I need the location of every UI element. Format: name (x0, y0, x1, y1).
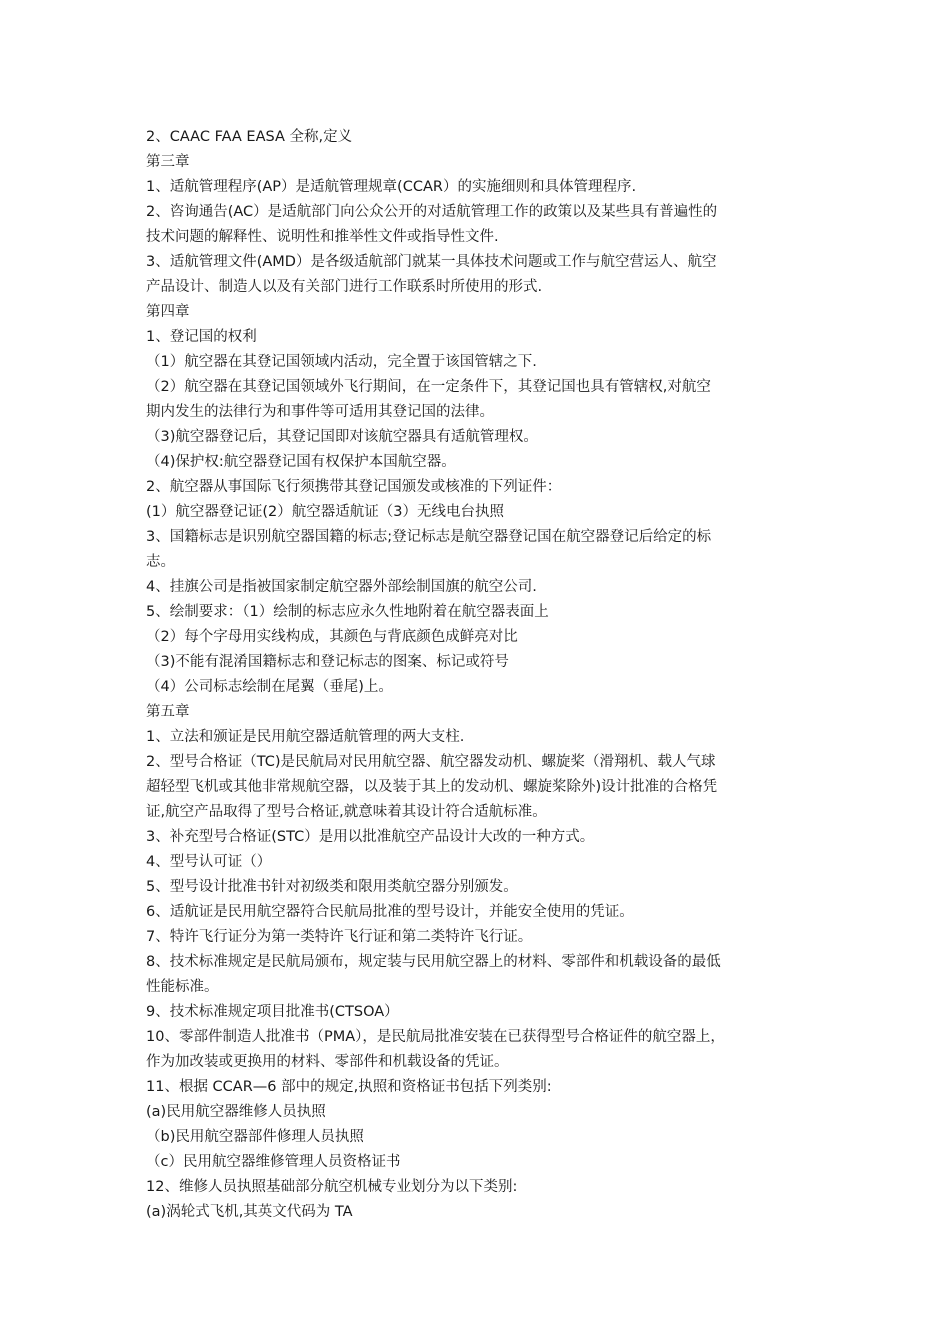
text-line: 2、咨询通告(AC）是适航部门向公众公开的对适航管理工作的政策以及某些具有普遍性的 (146, 204, 718, 220)
document-body (146, 125, 814, 1225)
text-line: 第三章 (146, 154, 190, 170)
text-line: （1）航空器在其登记国领域内活动，完全置于该国管辖之下. (146, 354, 537, 370)
text-line: 12、维修人员执照基础部分航空机械专业划分为以下类别: (146, 1179, 518, 1195)
text-line: 第五章 (146, 704, 190, 720)
text-line: 3、补充型号合格证(STC）是用以批准航空产品设计大改的一种方式。 (146, 829, 595, 845)
text-line: 7、特许飞行证分为第一类特许飞行证和第二类特许飞行证。 (146, 929, 533, 945)
text-line: （3)航空器登记后，其登记国即对该航空器具有适航管理权。 (146, 429, 538, 445)
text-line: 2、CAAC FAA EASA 全称,定义 (146, 129, 353, 145)
text-line: （3)不能有混淆国籍标志和登记标志的图案、标记或符号 (146, 654, 509, 670)
text-line: 志。 (146, 554, 175, 570)
text-line: 3、适航管理文件(AMD）是各级适航部门就某一具体技术问题或工作与航空营运人、航空 (146, 254, 717, 270)
text-line: 10、零部件制造人批准书（PMA），是民航局批准安装在已获得型号合格证件的航空器上， (146, 1029, 725, 1045)
text-line: 11、根据 CCAR—6 部中的规定,执照和资格证书包括下列类别: (146, 1079, 552, 1095)
text-line: (a)涡轮式飞机,其英文代码为 TA (146, 1204, 353, 1220)
text-line: 1、适航管理程序(AP）是适航管理规章(CCAR）的实施细则和具体管理程序. (146, 179, 637, 195)
text-line: 性能标准。 (146, 979, 219, 995)
text-line: 期内发生的法律行为和事件等可适用其登记国的法律。 (146, 404, 494, 420)
text-line: （2）每个字母用实线构成，其颜色与背底颜色成鲜亮对比 (146, 629, 518, 645)
text-line: 3、国籍标志是识别航空器国籍的标志;登记标志是航空器登记国在航空器登记后给定的标 (146, 529, 712, 545)
text-line: 超轻型飞机或其他非常规航空器，以及装于其上的发动机、螺旋桨除外)设计批准的合格凭 (146, 779, 718, 795)
text-line: （c）民用航空器维修管理人员资格证书 (146, 1154, 401, 1170)
text-line: 6、适航证是民用航空器符合民航局批准的型号设计，并能安全使用的凭证。 (146, 904, 634, 920)
text-line: 作为加改装或更换用的材料、零部件和机载设备的凭证。 (146, 1054, 509, 1070)
text-line: 1、立法和颁证是民用航空器适航管理的两大支柱. (146, 729, 465, 745)
text-line: 5、型号设计批准书针对初级类和限用类航空器分别颁发。 (146, 879, 518, 895)
text-line: 5、绘制要求：（1）绘制的标志应永久性地附着在航空器表面上 (146, 604, 549, 620)
text-line: 1、登记国的权利 (146, 329, 257, 345)
text-line: （2）航空器在其登记国领域外飞行期间，在一定条件下，其登记国也具有管辖权,对航空 (146, 379, 711, 395)
text-line: 8、技术标准规定是民航局颁布，规定装与民用航空器上的材料、零部件和机载设备的最低 (146, 954, 721, 970)
text-line: 2、型号合格证（TC)是民航局对民用航空器、航空器发动机、螺旋桨（滑翔机、载人气球 (146, 754, 716, 770)
text-line: 9、技术标准规定项目批准书(CTSOA） (146, 1004, 399, 1020)
text-line: （4)保护权:航空器登记国有权保护本国航空器。 (146, 454, 456, 470)
text-line: （4）公司标志绘制在尾翼（垂尾)上。 (146, 679, 393, 695)
text-line: 4、型号认可证（） (146, 854, 272, 870)
text-line: （b)民用航空器部件修理人员执照 (146, 1129, 364, 1145)
text-line: (a)民用航空器维修人员执照 (146, 1104, 326, 1120)
text-line: 证,航空产品取得了型号合格证,就意味着其设计符合适航标准。 (146, 804, 547, 820)
text-line: 第四章 (146, 304, 190, 320)
text-line: (1）航空器登记证(2）航空器适航证（3）无线电台执照 (146, 504, 504, 520)
text-line: 2、航空器从事国际飞行须携带其登记国颁发或核准的下列证件： (146, 479, 562, 495)
text-line: 4、挂旗公司是指被国家制定航空器外部绘制国旗的航空公司. (146, 579, 537, 595)
text-line: 产品设计、制造人以及有关部门进行工作联系时所使用的形式. (146, 279, 543, 295)
text-line: 技术问题的解释性、说明性和推举性文件或指导性文件. (146, 229, 499, 245)
